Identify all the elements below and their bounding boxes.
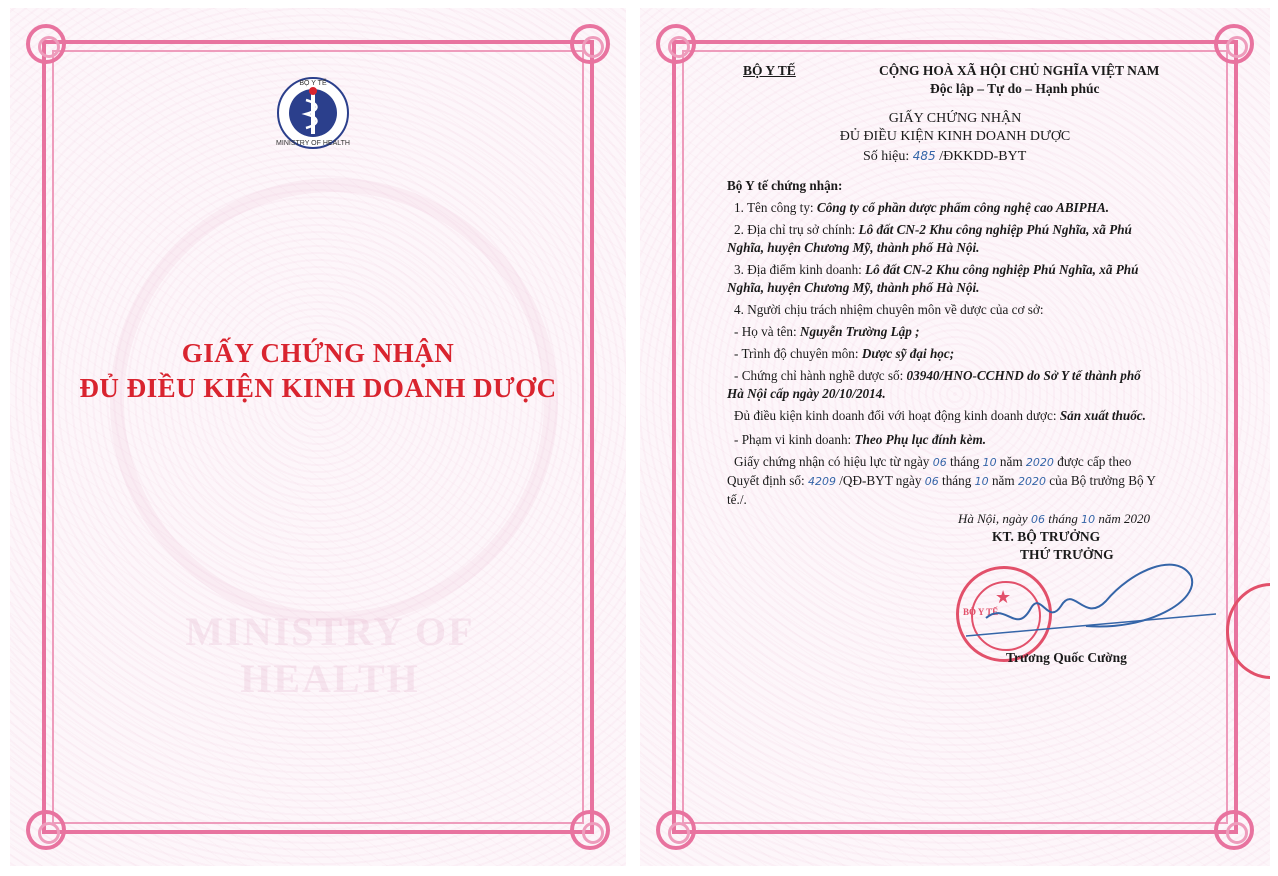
intro-line: Bộ Y tế chứng nhận: xyxy=(727,178,843,193)
corner-ornament xyxy=(570,810,610,850)
decision-line: Quyết định số: 4209 /QĐ-BYT ngày 06 tháng 10 năm 2020 của Bộ trưởng Bộ Y xyxy=(727,473,1156,488)
cover-title-line1: GIẤY CHỨNG NHẬN xyxy=(181,338,455,368)
company-name-line: 1. Tên công ty: Công ty cổ phần dược phẩm công nghệ cao ABIPHA. xyxy=(734,200,1110,215)
qualification-line: - Trình độ chuyên môn: Dược sỹ đại học; xyxy=(734,346,955,361)
corner-ornament xyxy=(656,24,696,64)
corner-ornament xyxy=(26,810,66,850)
certificate-title-line2: ĐỦ ĐIỀU KIỆN KINH DOANH DƯỢC xyxy=(839,129,1071,144)
head-office-line: 2. Địa chỉ trụ sở chính: Lô đất CN-2 Khu công nghiệp Phú Nghĩa, xã Phú xyxy=(734,222,1132,237)
number-label: Số hiệu: xyxy=(863,149,910,164)
corner-ornament xyxy=(1214,810,1254,850)
certificate-number xyxy=(863,149,1026,165)
certificate-title-line1: GIẤY CHỨNG NHẬN xyxy=(888,111,1022,126)
person-name-line: - Họ và tên: Nguyễn Trường Lập ; xyxy=(734,324,920,339)
business-location-line: 3. Địa điểm kinh doanh: Lô đất CN-2 Khu công nghiệp Phú Nghĩa, xã Phú xyxy=(734,262,1139,277)
validity-line: Giấy chứng nhận có hiệu lực từ ngày 06 tháng 10 năm 2020 được cấp theo xyxy=(734,454,1132,469)
signer-name: Trương Quốc Cường xyxy=(1006,650,1127,665)
seal-text: BỘ Y TẾ xyxy=(963,607,999,617)
responsible-person-heading: 4. Người chịu trách nhiệm chuyên môn về dược của cơ sở: xyxy=(734,302,1044,317)
person-name: Nguyễn Trường Lập ; xyxy=(799,324,920,339)
signer-role-2: THỨ TRƯỞNG xyxy=(1020,547,1114,562)
signer-role-1: KT. BỘ TRƯỞNG xyxy=(992,529,1101,544)
decision-line-end: tế./. xyxy=(727,492,747,507)
business-scope-line: - Phạm vi kinh doanh: Theo Phụ lục đính kèm. xyxy=(734,432,987,447)
certificate-cover-page xyxy=(10,8,626,866)
logo-top-text: BỘ Y TẾ xyxy=(299,80,327,87)
place-date: Hà Nội, ngày 06 tháng 10 năm 2020 xyxy=(958,511,1150,526)
head-office-line-2: Nghĩa, huyện Chương Mỹ, thành phố Hà Nội. xyxy=(727,240,980,255)
seal-star-icon: ★ xyxy=(995,587,1012,607)
business-activity-line: Đủ điều kiện kinh doanh đối với hoạt động kinh doanh dược: Sản xuất thuốc. xyxy=(734,408,1146,423)
handwritten-signature xyxy=(956,546,1226,656)
company-name: Công ty cổ phần dược phẩm công nghệ cao ABIPHA. xyxy=(816,200,1110,215)
national-motto: Độc lập – Tự do – Hạnh phúc xyxy=(930,81,1100,96)
corner-ornament xyxy=(1214,24,1254,64)
practice-certificate-line-2: Hà Nội cấp ngày 20/10/2014. xyxy=(727,386,886,401)
number-value: 485 xyxy=(912,149,936,163)
ministry-of-health-logo xyxy=(276,76,350,150)
number-suffix: /ĐKKDD-BYT xyxy=(939,149,1027,164)
corner-ornament xyxy=(656,810,696,850)
business-location-line-2: Nghĩa, huyện Chương Mỹ, thành phố Hà Nội. xyxy=(727,280,980,295)
ministry-name: BỘ Y TẾ xyxy=(743,63,796,78)
logo-bottom-text: MINISTRY OF HEALTH xyxy=(276,140,350,147)
cover-title-line2: ĐỦ ĐIỀU KIỆN KINH DOANH DƯỢC xyxy=(79,373,557,403)
corner-ornament xyxy=(570,24,610,64)
corner-ornament xyxy=(26,24,66,64)
watermark-text: MINISTRY OF HEALTH xyxy=(185,609,475,701)
certificate-content-page xyxy=(640,8,1270,866)
practice-certificate-line: - Chứng chỉ hành nghề dược số: 03940/HNO-CCHND do Sở Y tế thành phố xyxy=(734,368,1141,383)
country-name: CỘNG HOÀ XÃ HỘI CHỦ NGHĨA VIỆT NAM xyxy=(879,63,1160,78)
